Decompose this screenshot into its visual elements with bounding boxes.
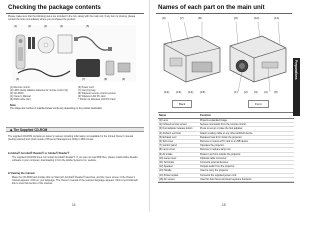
callout: (10) [254,16,260,20]
part-name: (2) Infrared remote sensor [159,123,187,127]
list-item: (7) Carrying bag [78,89,96,93]
part-name: (14) Power socket [159,173,179,177]
part-name: (1) Lens [159,119,168,122]
parts-table [158,112,294,183]
part-name: (9) Air intake [159,152,173,156]
part-function: Attach a safety cable or any other antitheft device. [200,131,254,135]
part-function: Senses commands from the remote control. [200,123,247,127]
table-row [158,178,294,182]
callout: (7) [180,16,184,20]
projector-front-view [230,36,286,82]
page-number: 14 [72,203,76,207]
column-header-name: Name [159,114,167,117]
list-item: (4) Owner's Manual [10,95,31,99]
list-item: * Shown for Wireless LAN PC Card [78,98,116,102]
page-number: 15 [222,203,226,207]
note-title: Note [10,104,16,107]
part-function: Press to set up or raise the foot adjuster. [200,127,243,131]
intro-text: Please make sure that the following items are included in the box, along with the main unit. If any item is missing, please contact the store immediately where you purchased the product. [8,15,136,21]
callout: (6) [16,78,20,81]
part-name: (13) Handle [159,169,172,173]
view-label-back: Back [172,100,192,108]
callout: (7) [82,78,86,81]
projector-back-view [164,36,220,82]
left-page [0,0,150,212]
part-name: (11) Terminals [159,161,174,165]
callout: (13) [176,90,182,94]
part-function: Releases heat from inside the projector. [200,135,243,139]
part-function: Used for Auto focus and Auto keystone functions. [200,177,253,181]
callout: (11) [274,16,280,20]
list-item: (2) LR03 (AAA) alkaline batteries for remote control (2) [10,89,68,93]
part-function: Connects the supplied power cord. [200,173,237,177]
part-function: Projects expanded image. [200,119,228,122]
part-name: (8) Lamp cover [159,148,176,152]
right-page [150,0,300,212]
adobe-body: The supplied CD-ROM does not contain Acrobat® Reader®. If you can not read PDF files, please install Adobe Reader software in your computer, downloading it from the Adobe Systems Inc. website. [12,156,138,162]
part-name: (7) Control panel [159,144,177,148]
view-label-front: Front [248,100,269,108]
callout: (4) [60,25,64,28]
callout: (1) [234,90,238,94]
callout: (14) [188,90,194,94]
part-function: Optional cable connector. [200,156,227,160]
callout: (2) [28,25,32,28]
list-item: (5) RGB cable (2m) [10,98,31,102]
list-item: (1) Remote control [10,86,30,89]
callout: (5) [86,25,90,28]
bullet-icon: ■ [8,152,10,155]
callout: (6) [162,16,166,20]
callout: (9) [122,78,126,81]
accessories-photo [12,25,136,82]
note-body: The shape and number of supplied power cords vary depending on the product destination. [10,108,103,110]
list-item: (6) Power cord [78,86,94,89]
contents-list-col1 [10,86,68,101]
part-function: Connects external devices. [200,161,229,165]
callout: (8) [104,78,108,81]
cd-intro: The supplied CD-ROM contains an owner's manual, including information not available for the printed Owner's manual (Getting started) and Quick Guide of Projector Management Utility in PDF format. [8,135,134,141]
contents-list-col2 [78,86,116,101]
callout: (3) [44,25,48,28]
side-tab-label: Preparations [294,60,298,80]
title-rule [6,13,144,14]
part-function: Operates the projector. [200,144,225,148]
part-function: Remove to mount a PC card or a USB device. [200,140,249,144]
viewing-body: Place the CD-ROM and double-click on Start.pdf. Acrobat® Reader® launches, and the menu screen of the Owner's manual appears. Click on your language. The Owner's manual of the selected language appears. Click a red bookmark title to view that section of the manual. [12,176,138,185]
bullet-icon: ■ [8,172,10,175]
page-title: Names of each part on the main unit [158,4,265,11]
cd-section-title: ◆ The Supplied CD-ROM [10,128,48,132]
list-item: (3) CD-ROM [10,92,24,96]
part-function: Remove to replace lamp unit. [200,148,232,152]
callout: (1) [14,25,18,28]
part-function: Outputs audio from the projector. [200,165,235,169]
part-name: (6) Slot cover [159,140,174,144]
adobe-heading: ■ Adobe® Acrobat® Reader® or Adobe® Reader® [8,152,70,155]
viewing-heading: ■ Viewing the manual [8,172,35,175]
callout: (2) [244,90,248,94]
part-name: (10) Lamp cover [159,156,177,160]
part-function: Used to carry the projector. [200,169,229,173]
part-name: (4) Ambient exit hole [159,131,181,135]
part-name: (5) Exhaust vent [159,135,177,139]
part-name: (3) Foot adjuster release button [159,127,193,131]
callout: (8) [198,16,202,20]
list-item: (8) Wireless remote control receiver [78,92,116,96]
side-tab [293,58,300,116]
list-item: (9) Wireless LAN PC card [78,95,106,99]
table-body [158,119,294,182]
callout: (5) [274,90,278,94]
part-name: (12) Speaker [159,165,173,169]
callout: (9) [234,16,238,20]
page-title: Checking the package contents [8,4,101,11]
column-header-function: Function [200,114,211,117]
callout: (4) [264,90,268,94]
callout: (3) [254,90,258,94]
part-function: Draws in air from outside the projector. [200,152,241,156]
callout: (12) [164,90,170,94]
callout: (15) [200,90,206,94]
part-name: (15) AF sensor [159,177,175,181]
diamond-icon: ◆ [10,128,13,132]
